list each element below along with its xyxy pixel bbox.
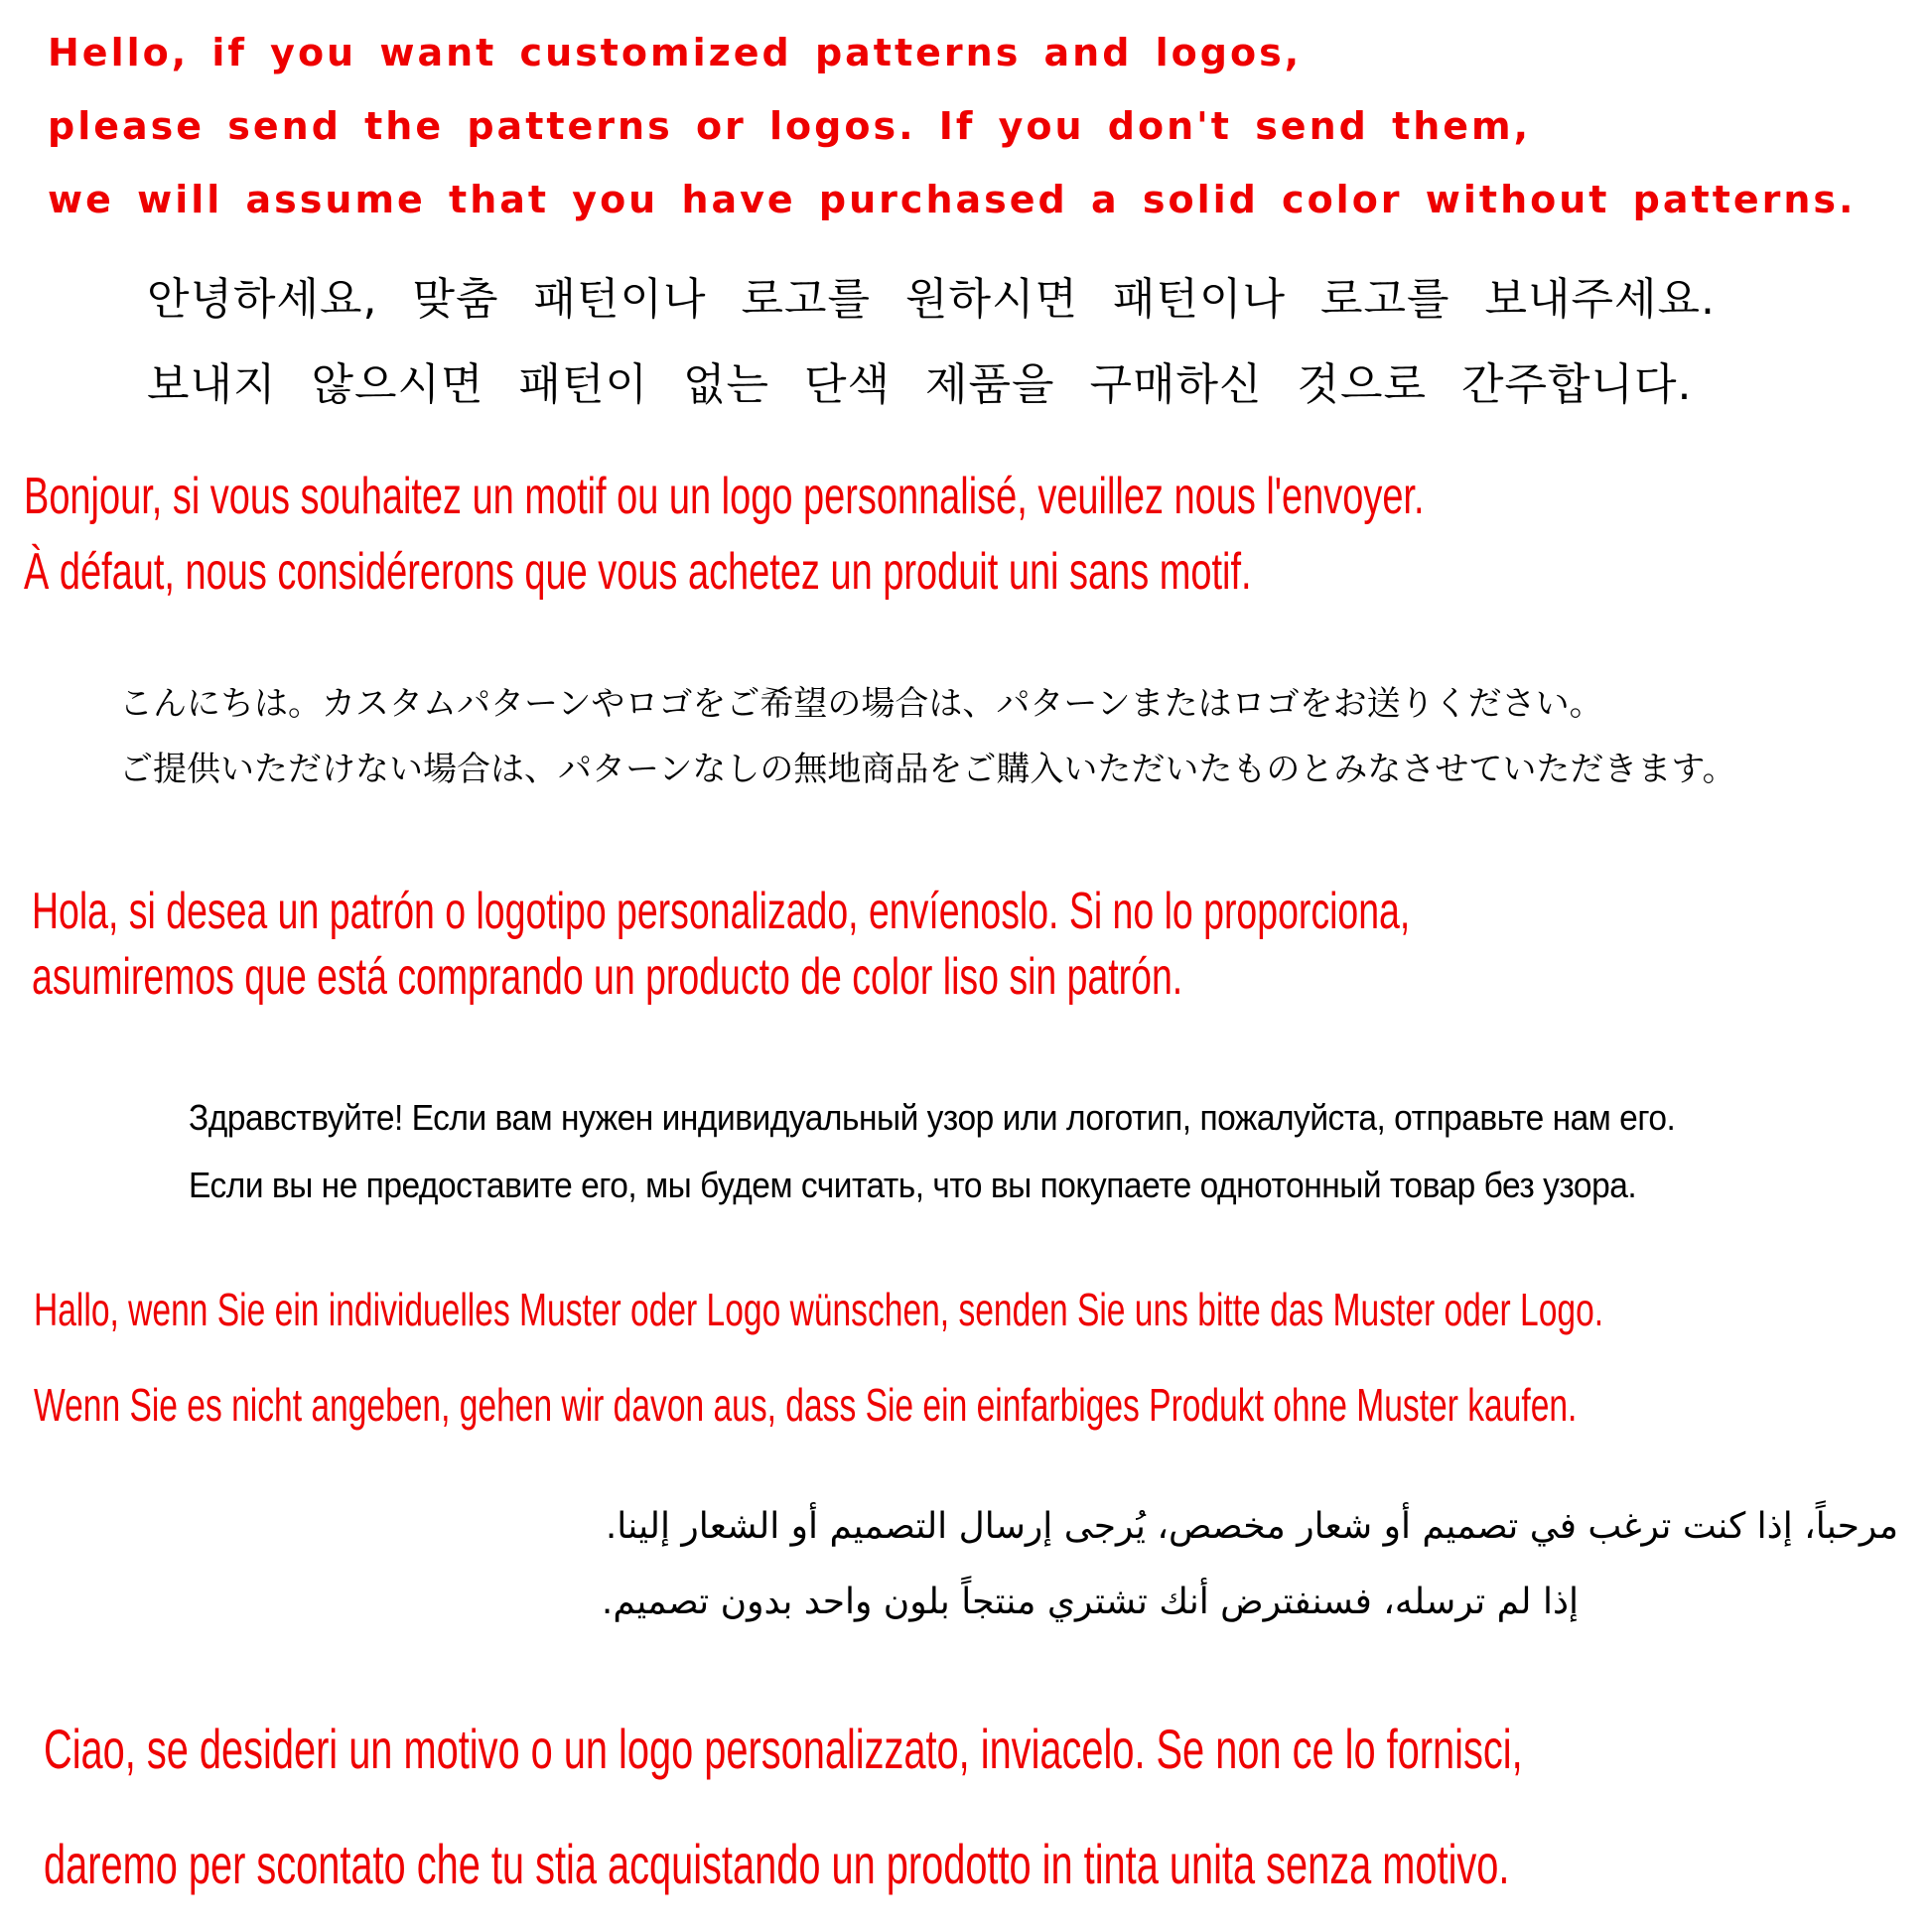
arabic-line-1: مرحباً، إذا كنت ترغب في تصميم أو شعار مخصص، يُرجى إرسال التصميم أو الشعار إلينا.: [605, 1506, 1898, 1547]
italian-line-2: daremo per scontato che tu stia acquistando un prodotto in tinta unita senza motivo.: [44, 1833, 1510, 1895]
spanish-line-2: asumiremos que está comprando un producto de color liso sin patrón.: [32, 948, 1183, 1006]
korean-line-2: 보내지 않으시면 패턴이 없는 단색 제품을 구매하신 것으로 간주합니다.: [147, 359, 1693, 410]
german-line-2: Wenn Sie es nicht angeben, gehen wir davon aus, dass Sie ein einfarbiges Produkt ohne Muster kaufen.: [34, 1379, 1578, 1431]
english-line-2: please send the patterns or logos. If you don't send them,: [48, 104, 1532, 148]
italian-line-1: Ciao, se desideri un motivo o un logo personalizzato, inviacelo. Se non ce lo fornisci,: [44, 1718, 1523, 1780]
japanese-line-2: ご提供いただけない場合は、パターンなしの無地商品をご購入いただいたものとみなさせていただきます。: [119, 750, 1736, 789]
korean-line-1: 안녕하세요, 맞춤 패턴이나 로고를 원하시면 패턴이나 로고를 보내주세요.: [147, 274, 1716, 325]
french-line-2: À défaut, nous considérerons que vous achetez un produit uni sans motif.: [24, 543, 1252, 601]
french-line-1: Bonjour, si vous souhaitez un motif ou un logo personnalisé, veuillez nous l'envoyer.: [24, 468, 1425, 525]
russian-line-1: Здравствуйте! Если вам нужен индивидуальный узор или логотип, пожалуйста, отправьте нам его.: [189, 1097, 1676, 1138]
spanish-line-1: Hola, si desea un patrón o logotipo personalizado, envíenoslo. Si no lo proporciona,: [32, 883, 1411, 940]
german-line-1: Hallo, wenn Sie ein individuelles Muster oder Logo wünschen, senden Sie uns bitte das Muster oder Logo.: [34, 1284, 1604, 1335]
russian-line-2: Если вы не предоставите его, мы будем считать, что вы покупаете однотонный товар без узора.: [189, 1165, 1637, 1205]
english-line-1: Hello, if you want customized patterns and logos,: [48, 31, 1303, 74]
english-line-3: we will assume that you have purchased a solid color without patterns.: [48, 178, 1857, 221]
arabic-line-2: إذا لم ترسله، فسنفترض أنك تشتري منتجاً بلون واحد بدون تصميم.: [601, 1582, 1579, 1622]
japanese-line-1: こんにちは。カスタムパターンやロゴをご希望の場合は、パターンまたはロゴをお送りください。: [119, 684, 1603, 724]
